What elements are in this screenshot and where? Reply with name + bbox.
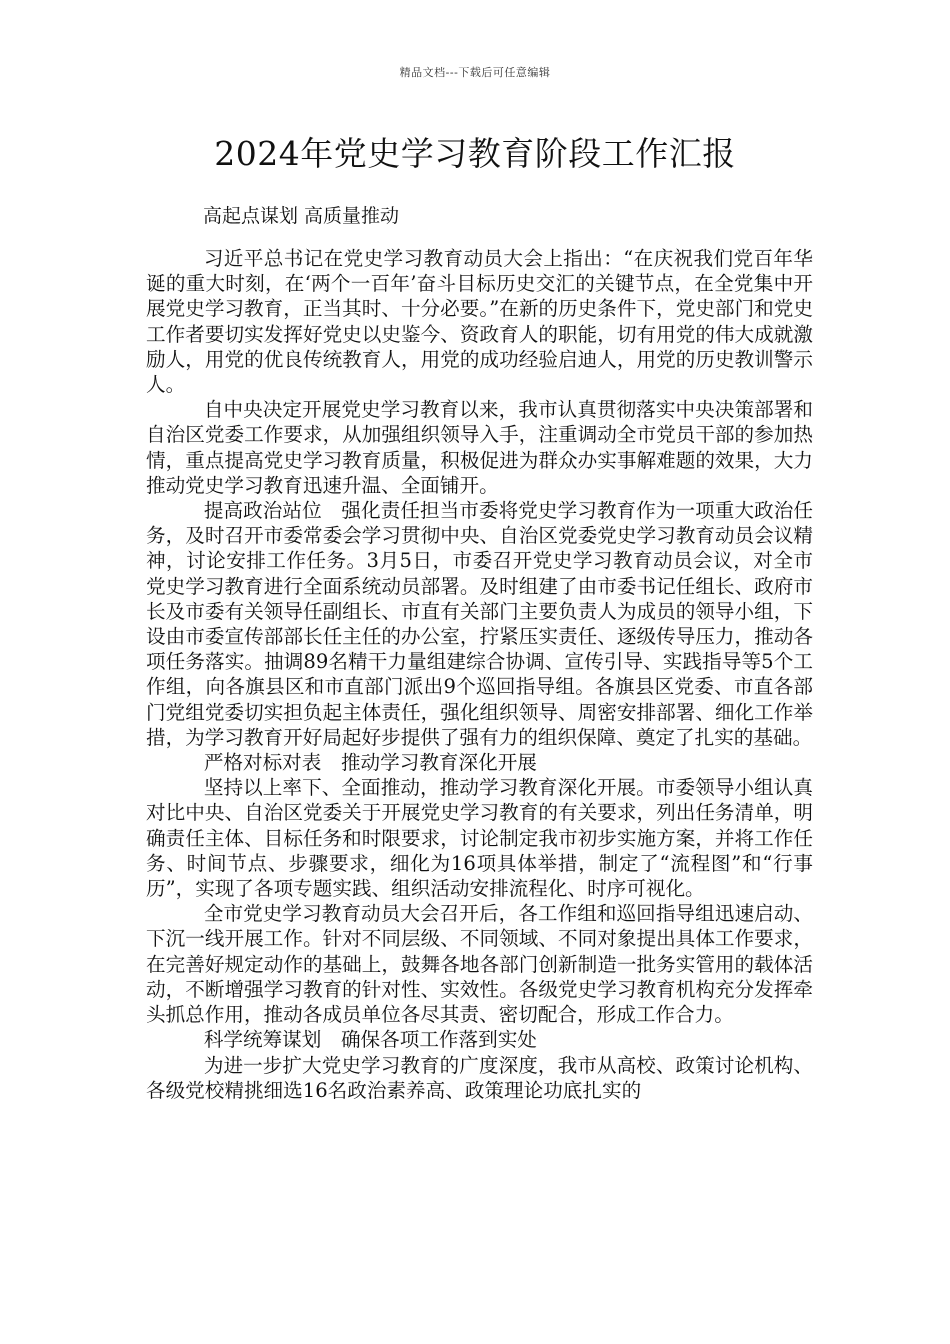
paragraph: 提高政治站位 强化责任担当市委将党史学习教育作为一项重大政治任务，及时召开市委常委会学习贯彻中央、自治区党委党史学习教育动员会议精神，讨论安排工作任务。3月5日，市委召开党史学习教育动员会议，对全市党史学习教育进行全面系统动员部署。及时组建了由市委书记任组长、政府市长及市委有关领导任副组长、市直有关部门主要负责人为成员的领导小组，下设由市委宣传部部长任主任的办公室，拧紧压实责任、逐级传导压力，推动各项任务落实。抽调89名精干力量组建综合协调、宣传引导、实践指导等5个工作组，向各旗县区和市直部门派出9个巡回指导组。各旗县区党委、市直各部门党组党委切实担负起主体责任，强化组织领导、周密安排部署、细化工作举措，为学习教育开好局起好步提供了强有力的组织保障、奠定了扎实的基础。 (146, 499, 813, 749)
section-heading: 科学统筹谋划 确保各项工作落到实处 (203, 1028, 537, 1052)
paragraph: 习近平总书记在党史学习教育动员大会上指出：“在庆祝我们党百年华诞的重大时刻，在‘两个一百年’奋斗目标历史交汇的关键节点，在全党集中开展党史学习教育，正当其时、十分必要。”在新的历史条件下，党史部门和党史工作者要切实发挥好党史以史鉴今、资政育人的职能，切有用党的伟大成就激励人，用党的优良传统教育人，用党的成功经验启迪人，用党的历史教训警示人。 (146, 247, 813, 397)
section-heading: 严格对标对表 推动学习教育深化开展 (203, 751, 537, 775)
document-subtitle: 高起点谋划 高质量推动 (203, 205, 400, 227)
paragraph: 全市党史学习教育动员大会召开后，各工作组和巡回指导组迅速启动、下沉一线开展工作。针对不同层级、不同领域、不同对象提出具体工作要求，在完善好规定动作的基础上，鼓舞各地各部门创新制造一批务实管用的载体活动，不断增强学习教育的针对性、实效性。各级党史学习教育机构充分发挥牵头抓总作用，推动各成员单位各尽其责、密切配合，形成工作合力。 (146, 902, 813, 1027)
document-body (146, 246, 813, 1103)
paragraph: 为进一步扩大党史学习教育的广度深度，我市从高校、政策讨论机构、各级党校精挑细选16名政治素养高、政策理论功底扎实的 (146, 1053, 813, 1102)
header-note: 精品文档---下载后可任意编辑 (399, 66, 551, 79)
paragraph: 自中央决定开展党史学习教育以来，我市认真贯彻落实中央决策部署和自治区党委工作要求，从加强组织领导入手，注重调动全市党员干部的参加热情，重点提高党史学习教育质量，积极促进为群众办实事解难题的效果，大力推动党史学习教育迅速升温、全面铺开。 (146, 398, 813, 497)
paragraph: 坚持以上率下、全面推动，推动学习教育深化开展。市委领导小组认真对比中央、自治区党委关于开展党史学习教育的有关要求，列出任务清单，明确责任主体、目标任务和时限要求，讨论制定我市初步实施方案，并将工作任务、时间节点、步骤要求，细化为16项具体举措，制定了“流程图”和“行事历”，实现了各项专题实践、组织活动安排流程化、时序可视化。 (146, 776, 813, 901)
document-title: 2024年党史学习教育阶段工作汇报 (214, 134, 736, 173)
